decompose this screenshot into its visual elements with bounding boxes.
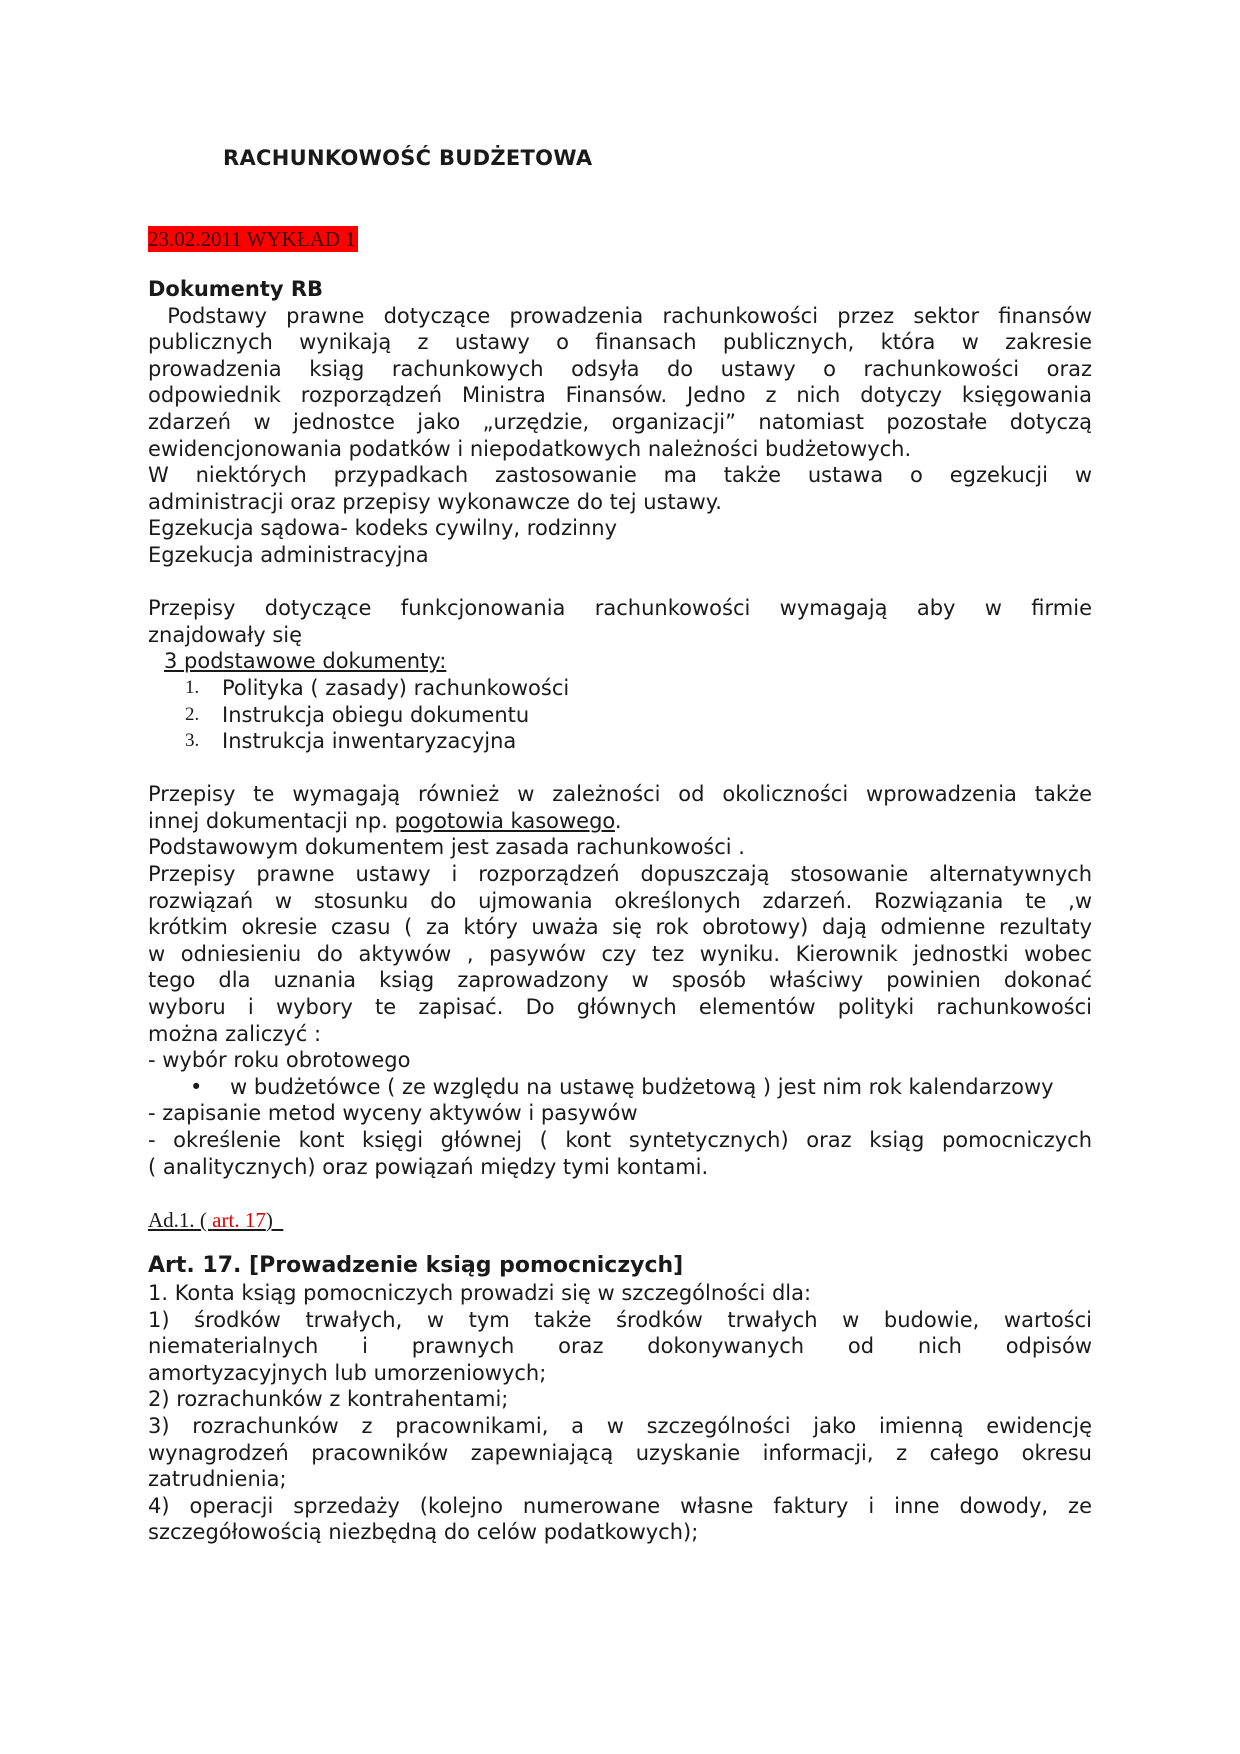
- blank-line: [148, 569, 1092, 596]
- text-line: Przepisy dotyczące funkcjonowania rachunkowości wymagają aby w firmie: [148, 596, 1092, 621]
- policy-element-fiscal-year: - wybór roku obrotowego: [148, 1048, 411, 1073]
- paragraph-alternative-solutions: [148, 861, 1092, 1047]
- document-title: RACHUNKOWOŚĆ BUDŻETOWA: [223, 146, 593, 170]
- text-line: zatrudnienia;: [148, 1467, 287, 1492]
- list-item: [148, 728, 1092, 755]
- section-heading-dokumenty-rb: Dokumenty RB: [148, 277, 324, 301]
- text-line: wynagrodzeń pracowników zapewniającą uzyskanie informacji, z całego okresu: [148, 1440, 1092, 1465]
- text-line: zdarzeń w jednostce jako „urzędzie, organizacji” natomiast pozostałe dotyczą: [148, 409, 1092, 434]
- list-item: [148, 702, 1092, 729]
- text-line: szczegółowością niezbędną do celów podatkowych);: [148, 1520, 699, 1545]
- blank-line: [148, 1233, 1092, 1253]
- list-number: 1.: [185, 676, 200, 698]
- basic-documents-list: [148, 675, 1092, 755]
- link-art-17[interactable]: art. 17: [212, 1207, 266, 1232]
- text-fragment: .: [614, 808, 622, 833]
- paragraph-required-documents: [148, 595, 1092, 648]
- text-line: w odniesieniu do aktywów , pasywów czy tez wyniku. Kierownik jednostki wobec: [148, 941, 1092, 966]
- list-item: [148, 675, 1092, 702]
- link-pogotowie-kasowe[interactable]: pogotowia kasowego: [394, 808, 615, 833]
- text-line: 4) operacji sprzedaży (kolejno numerowane własne faktury i inne dowody, ze: [148, 1493, 1092, 1518]
- article-intro: 1. Konta ksiąg pomocniczych prowadzi się w szczególności dla:: [148, 1280, 812, 1305]
- text-line: [148, 808, 1092, 835]
- lecture-date-label: 23.02.2011 WYKŁAD 1: [148, 227, 356, 251]
- text-line: rozwiązań w stosunku do ujmowania określonych zdarzeń. Rozwiązania te ,w: [148, 888, 1092, 913]
- text-line: 1) środków trwałych, w tym także środków trwałych w budowie, wartości: [148, 1307, 1092, 1332]
- list-item-label: Polityka ( zasady) rachunkowości: [222, 675, 570, 700]
- text-line: amortyzacyjnych lub umorzeniowych;: [148, 1360, 547, 1385]
- text-fragment: innej dokumentacji np.: [148, 808, 395, 833]
- text-line: Podstawy prawne dotyczące prowadzenia rachunkowości przez sektor finansów: [148, 303, 1092, 328]
- text-line: 3) rozrachunków z pracownikami, a w szczególności jako imienną ewidencję: [148, 1413, 1092, 1438]
- policy-element-valuation: - zapisanie metod wyceny aktywów i pasywów: [148, 1101, 638, 1126]
- text-fragment: ): [265, 1207, 284, 1232]
- list-item: [148, 1074, 1092, 1101]
- article-heading: Art. 17. [Prowadzenie ksiąg pomocniczych]: [148, 1253, 684, 1279]
- text-line: W niektórych przypadkach zastosowanie ma także ustawa o egzekucji w: [148, 463, 1092, 488]
- text-fragment: Ad.1. (: [148, 1207, 213, 1232]
- article-point-3: [148, 1413, 1092, 1493]
- list-number: 3.: [185, 730, 200, 752]
- blank-line: [148, 1180, 1092, 1207]
- text-line: można zaliczyć :: [148, 1021, 322, 1046]
- text-line: niematerialnych i prawnych oraz dokonywanych od nich odpisów: [148, 1334, 1092, 1359]
- list-item-label: Instrukcja obiegu dokumentu: [222, 702, 530, 727]
- article-point-4: [148, 1493, 1092, 1546]
- text-line: Przepisy prawne ustawy i rozporządzeń dopuszczają stosowanie alternatywnych: [148, 862, 1092, 887]
- paragraph-other-documentation: [148, 781, 1092, 834]
- text-line: krótkim okresie czasu ( za który uważa się rok obrotowy) dają odmienne rezultaty: [148, 915, 1092, 940]
- text-line: ( analitycznych) oraz powiązań między tymi kontami.: [148, 1154, 709, 1179]
- fiscal-year-bullet-list: [148, 1074, 1092, 1101]
- text-line-court-enforcement: Egzekucja sądowa- kodeks cywilny, rodzinny: [148, 516, 618, 541]
- list-item-label: w budżetówce ( ze względu na ustawę budżetową ) jest nim rok kalendarzowy: [230, 1074, 1054, 1099]
- ad-reference: [148, 1207, 1092, 1234]
- paragraph-legal-basis: [148, 303, 1092, 463]
- text-line-admin-enforcement: Egzekucja administracyjna: [148, 542, 429, 567]
- text-line: prowadzenia ksiąg rachunkowych odsyła do ustawy o rachunkowości oraz: [148, 356, 1092, 381]
- text-line: Przepisy te wymagają również w zależności od okoliczności wprowadzenia także: [148, 782, 1092, 807]
- policy-element-accounts: - określenie kont księgi głównej ( kont syntetycznych) oraz ksiąg pomocniczych: [148, 1128, 1092, 1152]
- text-line: ewidencjonowania podatków i niepodatkowych należności budżetowych.: [148, 436, 912, 461]
- list-item-label: Instrukcja inwentaryzacyjna: [222, 729, 517, 754]
- text-line-basic-document: Podstawowym dokumentem jest zasada rachunkowości .: [148, 835, 745, 860]
- text-line: tego dla uznania ksiąg zaprowadzony w sposób właściwy powinien dokonać: [148, 968, 1092, 993]
- article-point-1: [148, 1307, 1092, 1387]
- text-line: administracji oraz przepisy wykonawcze do tej ustawy.: [148, 489, 722, 514]
- text-line: wyboru i wybory te zapisać. Do głównych elementów polityki rachunkowości: [148, 995, 1092, 1020]
- document-body: [148, 276, 1092, 1546]
- text-line: znajdowały się: [148, 622, 303, 647]
- text-line: odpowiednik rozporządzeń Ministra Finansów. Jedno z nich dotyczy księgowania: [148, 383, 1092, 408]
- list-number: 2.: [185, 703, 200, 725]
- blank-line: [148, 755, 1092, 782]
- bullet-icon: •: [190, 1074, 203, 1099]
- article-point-2: 2) rozrachunków z kontrahentami;: [148, 1387, 509, 1412]
- paragraph-enforcement: [148, 462, 1092, 515]
- subheading-basic-documents: 3 podstawowe dokumenty:: [164, 649, 447, 674]
- text-line: publicznych wynikają z ustawy o finansach publicznych, która w zakresie: [148, 330, 1092, 355]
